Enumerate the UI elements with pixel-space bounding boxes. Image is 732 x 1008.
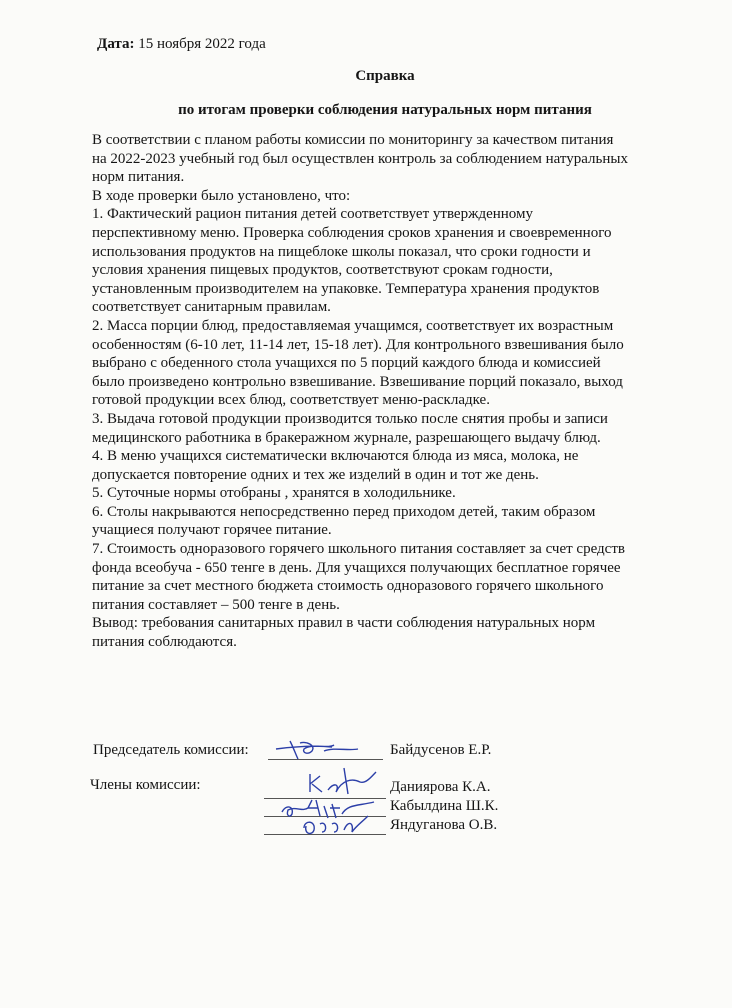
- member-signature-3: [298, 812, 378, 840]
- chair-signature: [272, 735, 362, 765]
- body-line: Вывод: требования санитарных правил в части соблюдения натуральных норм: [92, 615, 596, 632]
- body-line: было произведено контрольно взвешивание. Взвешивание порций показало, выход: [92, 373, 623, 390]
- document-subtitle: по итогам проверки соблюдения натуральных норм питания: [178, 102, 592, 118]
- body-line: 4. В меню учащихся систематически включаются блюда из мяса, молока, не: [92, 448, 579, 465]
- body-line: выбрано с обеденного стола учащихся по 5 порций каждого блюда и комиссией: [92, 355, 601, 372]
- body-line: 5. Суточные нормы отобраны , хранятся в холодильнике.: [92, 485, 456, 502]
- body-line: 3. Выдача готовой продукции производится только после снятия пробы и записи: [92, 410, 608, 427]
- body-line: питание за счет местного бюджета стоимость одноразового горячего школьного: [92, 578, 604, 595]
- members-label: Члены комиссии:: [90, 777, 201, 793]
- body-line: соответствует санитарным правилам.: [92, 299, 331, 316]
- member-name-3: Яндуганова О.В.: [390, 817, 498, 833]
- body-line: В ходе проверки было установлено, что:: [92, 187, 351, 204]
- body-line: норм питания.: [92, 169, 185, 186]
- body-line: 7. Стоимость одноразового горячего школьного питания составляет за счет средств: [92, 541, 625, 558]
- date-label: Дата:: [97, 36, 135, 52]
- body-line: перспективному меню. Проверка соблюдения сроков хранения и своевременного: [92, 224, 612, 241]
- chair-label: Председатель комиссии:: [93, 742, 249, 758]
- member-signature-1: [300, 762, 380, 796]
- body-line: использования продуктов на пищеблоке школы показал, что сроки годности и: [92, 243, 591, 260]
- body-line: установленным производителем на упаковке. Температура хранения продуктов: [92, 280, 600, 297]
- body-line: особенностям (6-10 лет, 11-14 лет, 15-18 лет). Для контрольного взвешивания было: [92, 336, 624, 353]
- body-line: 6. Столы накрываются непосредственно перед приходом детей, таким образом: [92, 503, 596, 520]
- body-line: питания соблюдаются.: [92, 634, 237, 651]
- body-line: условия хранения пищевых продуктов, соответствуют срокам годности,: [92, 262, 553, 279]
- chair-name: Байдусенов Е.Р.: [390, 742, 492, 758]
- body-line: В соответствии с планом работы комиссии по мониторингу за качеством питания: [92, 132, 614, 148]
- body-line: 2. Масса порции блюд, предоставляемая учащимся, соответствует их возрастным: [92, 317, 614, 334]
- body-line: медицинского работника в бракеражном журнале, разрешающего выдачу блюд.: [92, 429, 601, 446]
- member-name-2: Кабылдина Ш.К.: [390, 798, 499, 814]
- body-line: учащиеся получают горячее питание.: [92, 522, 332, 539]
- body-line: 1. Фактический рацион питания детей соответствует утвержденному: [92, 206, 534, 223]
- body-line: фонда всеобуча - 650 тенге в день. Для учащихся получающих бесплатное горячее: [92, 559, 621, 576]
- body-line: допускается повторение одних и тех же изделий в один и тот же день.: [92, 466, 539, 483]
- body-line: питания составляет – 500 тенге в день.: [92, 596, 340, 613]
- body-line: готовой продукции всех блюд, соответствует меню-раскладке.: [92, 392, 490, 409]
- document-title: Справка: [355, 68, 415, 84]
- date-value: 15 ноября 2022 года: [138, 36, 266, 52]
- document-body: [92, 131, 672, 652]
- member-name-1: Даниярова К.А.: [390, 779, 491, 795]
- document-date: [97, 36, 266, 53]
- body-line: на 2022-2023 учебный год был осуществлен контроль за соблюдением натуральных: [92, 150, 628, 167]
